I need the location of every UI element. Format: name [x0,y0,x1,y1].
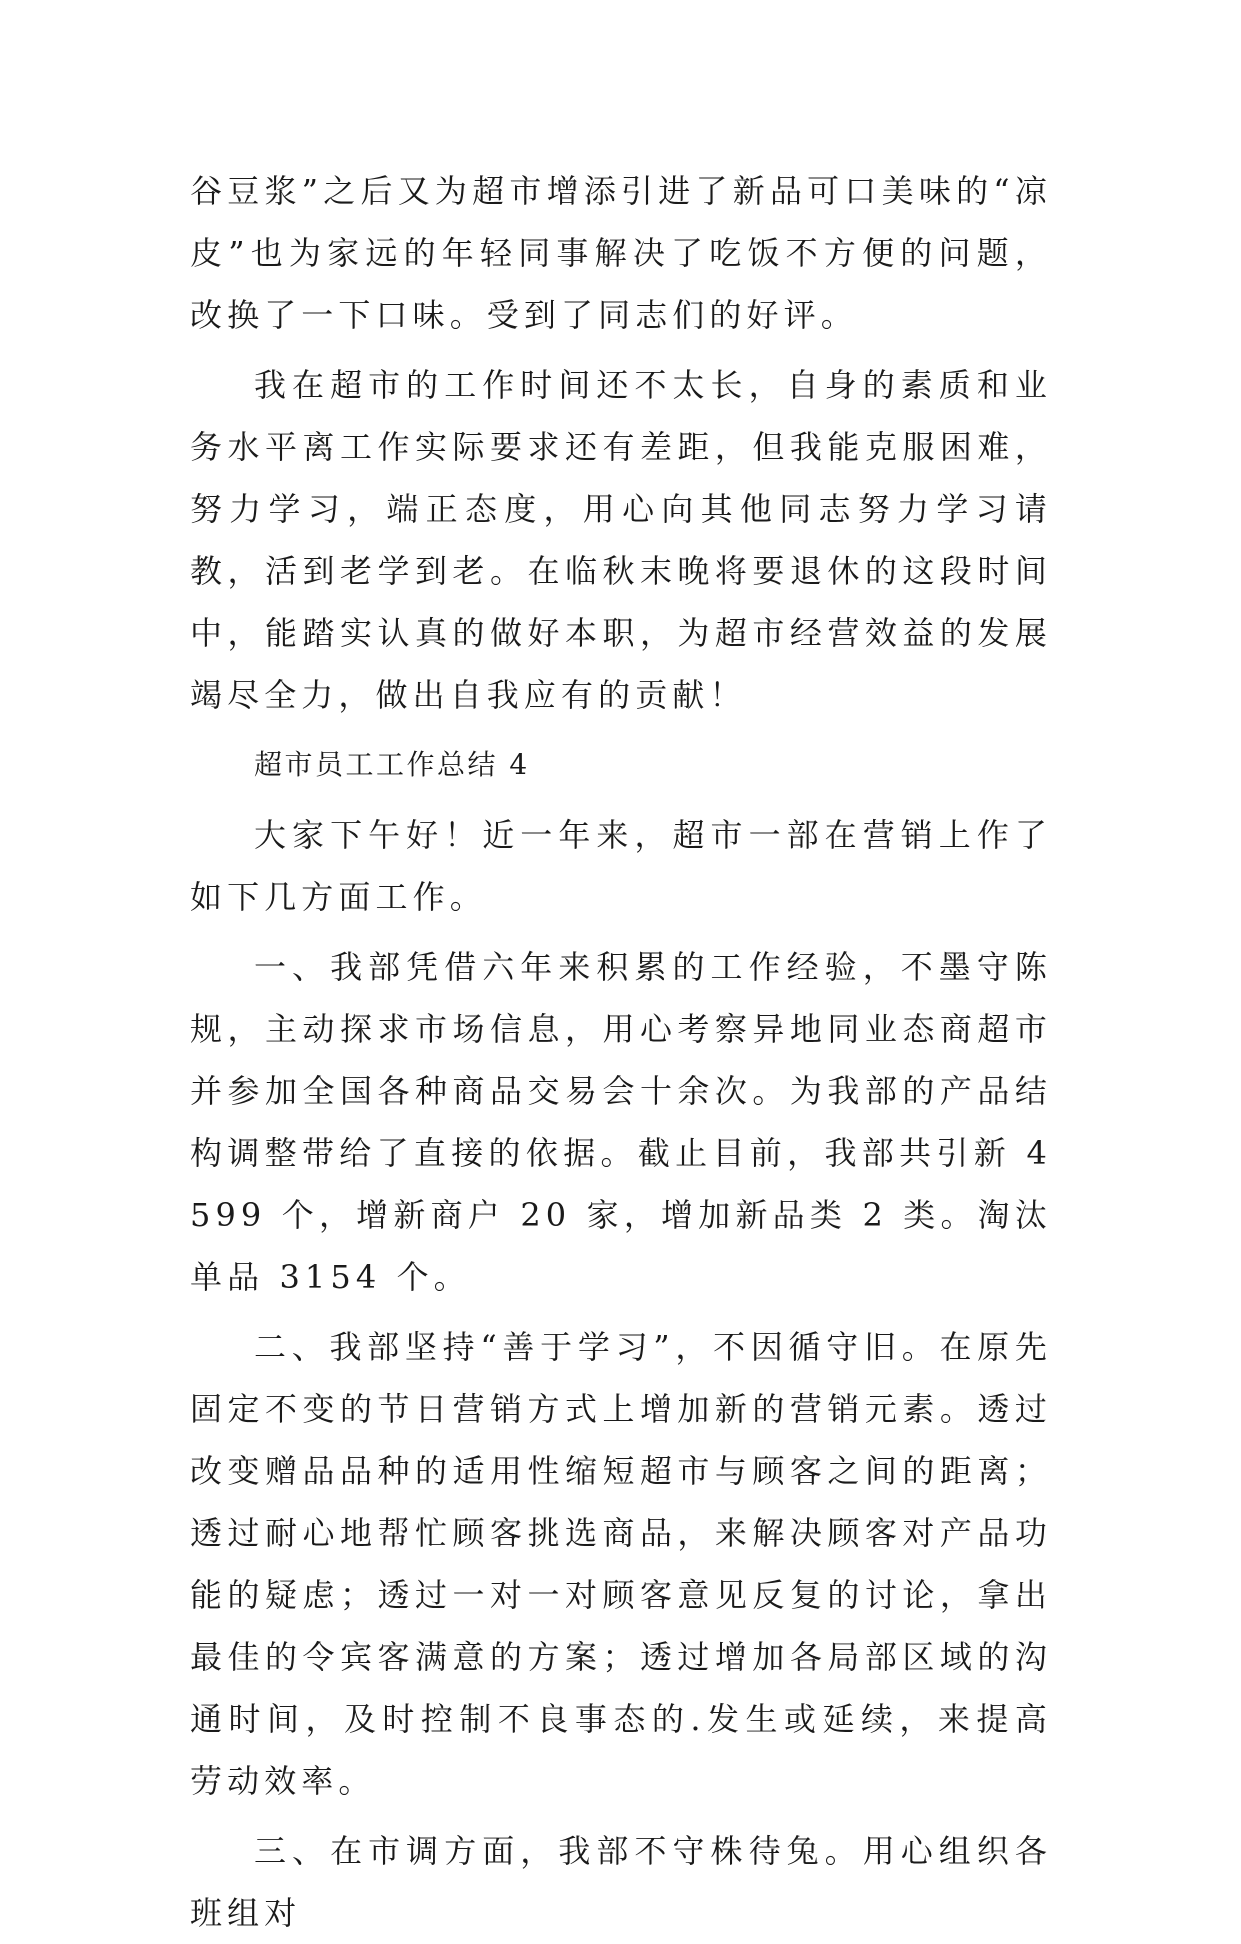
section-heading: 超市员工工作总结 4 [254,748,530,781]
paragraph-point-one: 一、我部凭借六年来积累的工作经验，不墨守陈规，主动探求市场信息，用心考察异地同业态商超市并参加全国各种商品交易会十余次。为我部的产品结构调整带给了直接的依据。截止目前，我部共引新 4599 个，增新商户 20 家，增加新品类 2 类。淘汰单品 3154 个。 [190,948,1052,1296]
paragraph-point-three: 三、在市调方面，我部不守株待兔。用心组织各班组对 [190,1832,1052,1932]
paragraph-continued: 谷豆浆”之后又为超市增添引进了新品可口美味的“凉皮”也为家远的年轻同事解决了吃饭不方便的问题，改换了一下口味。受到了同志们的好评。 [190,172,1052,334]
paragraph-self-assessment: 我在超市的工作时间还不太长，自身的素质和业务水平离工作实际要求还有差距，但我能克服困难，努力学习，端正态度，用心向其他同志努力学习请教，活到老学到老。在临秋末晚将要退休的这段时间中，能踏实认真的做好本职，为超市经营效益的发展竭尽全力，做出自我应有的贡献！ [190,366,1052,714]
paragraph-point-two: 二、我部坚持“善于学习”，不因循守旧。在原先固定不变的节日营销方式上增加新的营销元素。透过改变赠品品种的适用性缩短超市与顾客之间的距离；透过耐心地帮忙顾客挑选商品，来解决顾客对产品功能的疑虑；透过一对一对顾客意见反复的讨论，拿出最佳的令宾客满意的方案；透过增加各局部区域的沟通时间，及时控制不良事态的.发生或延续，来提高劳动效率。 [190,1328,1052,1800]
paragraph-greeting: 大家下午好！近一年来，超市一部在营销上作了如下几方面工作。 [190,816,1052,916]
document-body [190,160,1052,1944]
